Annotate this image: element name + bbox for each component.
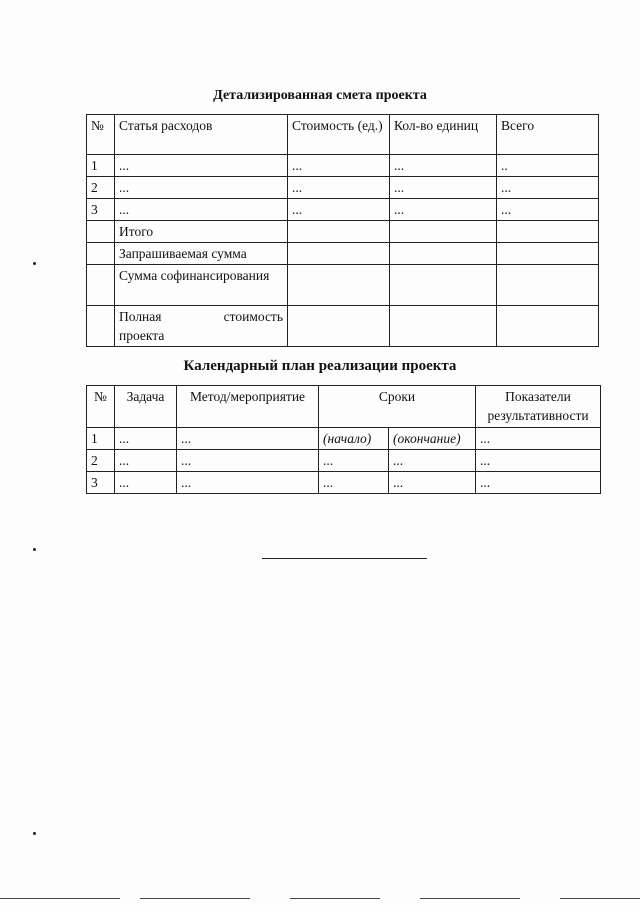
table-cell — [87, 221, 115, 243]
table-row — [87, 155, 599, 177]
scan-mark — [33, 832, 36, 835]
table-row — [87, 265, 599, 306]
table-cell: ... — [476, 428, 601, 450]
table-cell: ... — [115, 472, 177, 494]
table-cell: Сумма софинансирования — [115, 265, 288, 306]
table-cell — [390, 265, 497, 306]
header-cell: Показатели результативности — [476, 386, 601, 428]
table-cell: ... — [476, 472, 601, 494]
table-cell — [390, 221, 497, 243]
table-cell: ... — [177, 428, 319, 450]
page-edge-line — [0, 898, 120, 899]
table-cell: ... — [389, 472, 476, 494]
table-cell — [288, 306, 390, 347]
table-cell — [497, 221, 599, 243]
table-cell: ... — [177, 450, 319, 472]
table-cell: ... — [476, 450, 601, 472]
table-cell — [87, 306, 115, 347]
plan-title: Календарный план реализации проекта — [183, 358, 457, 374]
header-cell: Всего — [497, 115, 599, 155]
table-cell — [87, 243, 115, 265]
table-cell — [288, 265, 390, 306]
table-row — [87, 306, 599, 347]
table-cell: ... — [319, 450, 389, 472]
label-word: проекта — [119, 328, 165, 343]
table-cell: 1 — [87, 428, 115, 450]
table-cell — [390, 306, 497, 347]
table-cell: ... — [115, 155, 288, 177]
table-cell: ... — [319, 472, 389, 494]
table-row — [87, 450, 601, 472]
table-cell: ... — [497, 177, 599, 199]
header-cell: Стоимость (ед.) — [288, 115, 390, 155]
table-cell — [87, 265, 115, 306]
header-cell: Задача — [115, 386, 177, 428]
scan-mark — [33, 548, 36, 551]
table-cell: ... — [389, 450, 476, 472]
table-cell: 1 — [87, 155, 115, 177]
label-word: Полная — [119, 309, 162, 324]
table-cell: ... — [390, 177, 497, 199]
table-row — [87, 199, 599, 221]
scan-mark — [33, 262, 36, 265]
budget-table — [86, 114, 599, 347]
table-cell: ... — [115, 428, 177, 450]
label-line — [119, 307, 283, 326]
table-cell: ... — [390, 199, 497, 221]
header-cell: № — [87, 386, 115, 428]
table-row — [87, 243, 599, 265]
header-cell: Метод/мероприятие — [177, 386, 319, 428]
page-edge-line — [290, 898, 380, 899]
table-cell: ... — [288, 177, 390, 199]
table-cell — [497, 265, 599, 306]
table-cell: ... — [288, 199, 390, 221]
table-cell: ... — [115, 177, 288, 199]
table-cell: 3 — [87, 472, 115, 494]
table-cell — [497, 243, 599, 265]
table-cell — [115, 306, 288, 347]
page-edge-line — [420, 898, 520, 899]
table-cell — [390, 243, 497, 265]
plan-table — [86, 385, 601, 494]
table-cell — [288, 243, 390, 265]
table-row — [87, 177, 599, 199]
table-cell: ... — [288, 155, 390, 177]
table-cell: ... — [390, 155, 497, 177]
table-header-row — [87, 386, 601, 428]
table-row — [87, 472, 601, 494]
table-cell: ... — [115, 199, 288, 221]
table-cell: ... — [497, 199, 599, 221]
table-cell: 2 — [87, 450, 115, 472]
table-cell: ... — [177, 472, 319, 494]
header-cell: Статья расходов — [115, 115, 288, 155]
header-cell: Сроки — [319, 386, 476, 428]
budget-title: Детализированная смета проекта — [213, 88, 427, 103]
header-cell: № — [87, 115, 115, 155]
table-cell: Запрашиваемая сумма — [115, 243, 288, 265]
table-cell: ... — [115, 450, 177, 472]
table-cell — [497, 306, 599, 347]
table-row — [87, 221, 599, 243]
page-edge-line — [140, 898, 250, 899]
page-edge-line — [560, 898, 640, 899]
signature-line — [262, 558, 427, 559]
table-header-row — [87, 115, 599, 155]
table-cell — [288, 221, 390, 243]
table-cell: .. — [497, 155, 599, 177]
header-cell: Кол-во единиц — [390, 115, 497, 155]
table-cell: (начало) — [319, 428, 389, 450]
label-word: стоимость — [223, 309, 283, 324]
table-cell: (окончание) — [389, 428, 476, 450]
table-cell: 2 — [87, 177, 115, 199]
table-row — [87, 428, 601, 450]
table-cell: 3 — [87, 199, 115, 221]
table-cell: Итого — [115, 221, 288, 243]
